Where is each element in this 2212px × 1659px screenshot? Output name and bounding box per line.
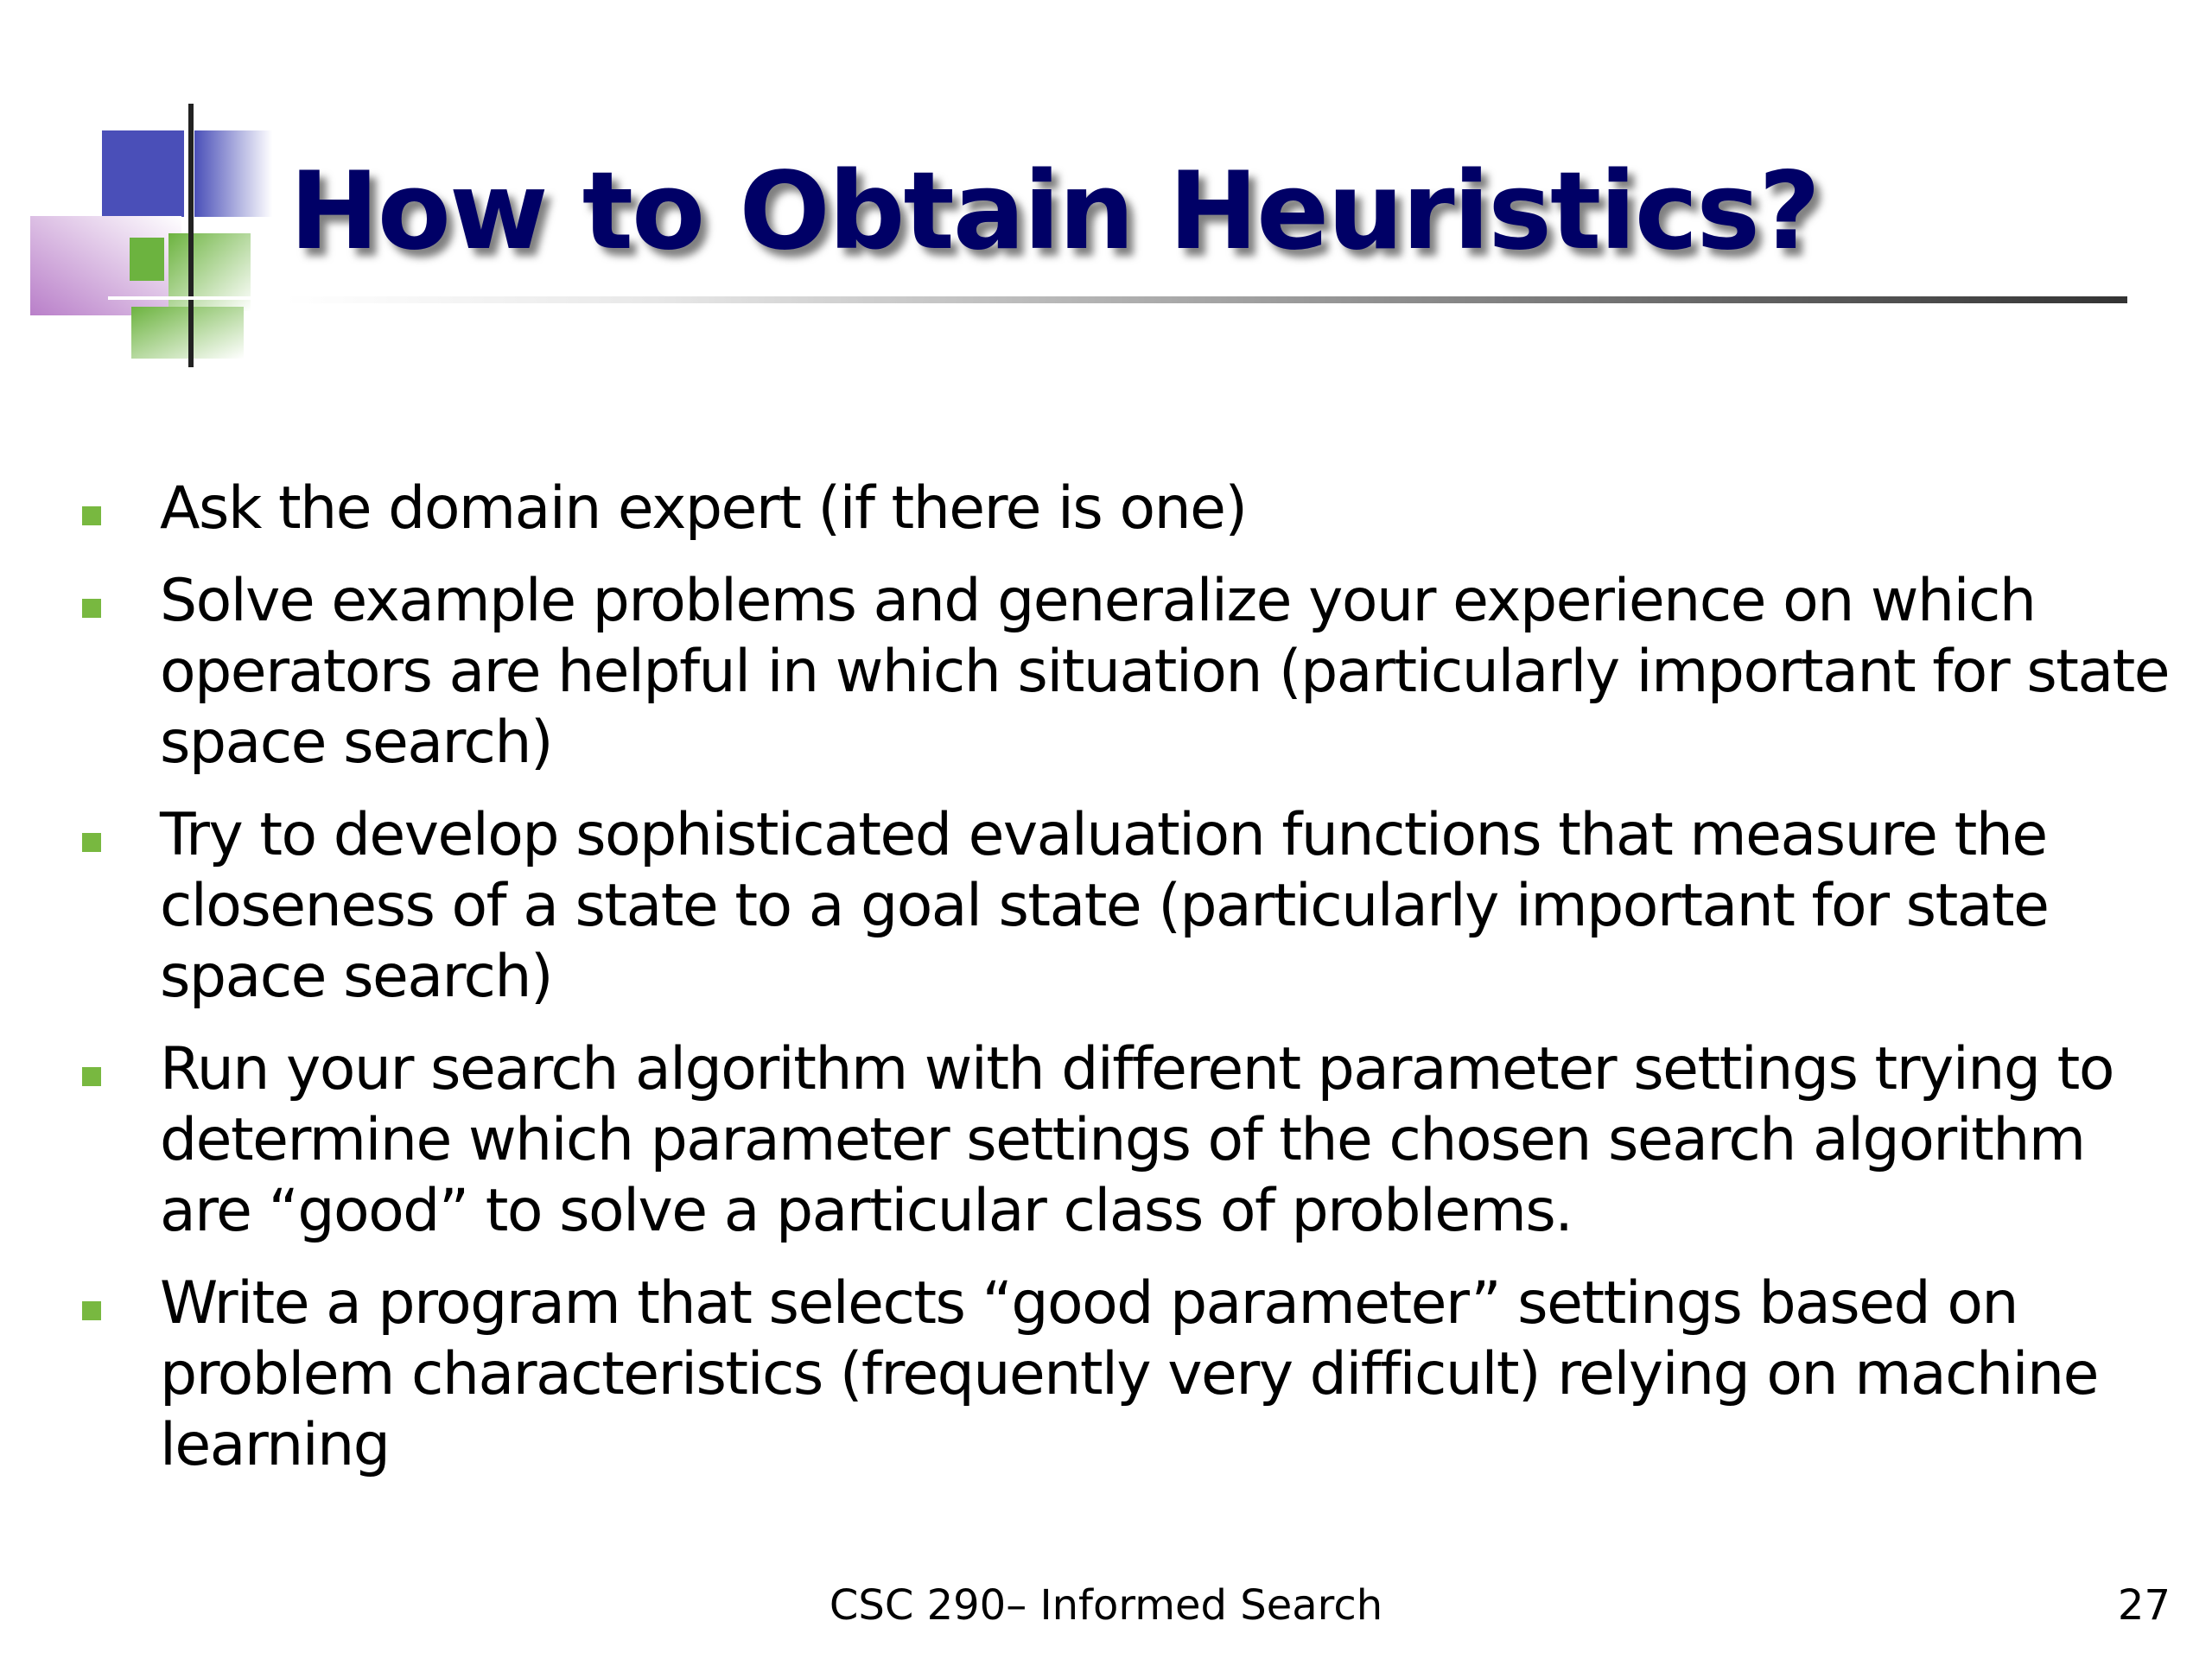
slide-footer: CSC 290– Informed Search bbox=[829, 1581, 1383, 1630]
bullet-square-icon bbox=[82, 506, 101, 525]
bullet-square-icon bbox=[82, 1067, 101, 1086]
bullet-square-icon bbox=[82, 833, 101, 852]
bullet-text: Solve example problems and generalize your experience on which operators are helpful in which situation (particularly important for state space search) bbox=[160, 567, 2170, 777]
bullet-square-icon bbox=[82, 599, 101, 618]
title-underline bbox=[285, 296, 2127, 303]
bullet-text: Run your search algorithm with different parameter settings trying to determine which parameter settings of the chosen search algorithm are “good” to solve a particular class of problems. bbox=[160, 1035, 2113, 1245]
decorative-squares-logo bbox=[26, 99, 320, 367]
logo-blue-fade-square bbox=[194, 130, 272, 217]
logo-green-square-small bbox=[130, 238, 164, 281]
bullet-item bbox=[0, 566, 2212, 779]
bullet-item bbox=[0, 1268, 2212, 1481]
bullet-item bbox=[0, 1034, 2212, 1247]
logo-green-square-bottom bbox=[131, 307, 244, 359]
bullet-item bbox=[0, 800, 2212, 1013]
bullet-square-icon bbox=[82, 1301, 101, 1320]
bullet-text: Write a program that selects “good parameter” settings based on problem characteristics (frequently very difficult) relying on machine learning bbox=[160, 1269, 2098, 1479]
bullet-item bbox=[0, 474, 2212, 544]
page-number: 27 bbox=[2117, 1581, 2171, 1630]
bullet-list bbox=[0, 474, 2212, 1503]
logo-blue-square bbox=[102, 130, 184, 217]
bullet-text: Ask the domain expert (if there is one) bbox=[160, 474, 1247, 543]
slide-title: How to Obtain Heuristics? bbox=[289, 149, 1820, 274]
bullet-text: Try to develop sophisticated evaluation functions that measure the closeness of a state to a goal state (particularly important for state space search) bbox=[160, 801, 2049, 1011]
logo-vertical-line bbox=[188, 104, 194, 367]
